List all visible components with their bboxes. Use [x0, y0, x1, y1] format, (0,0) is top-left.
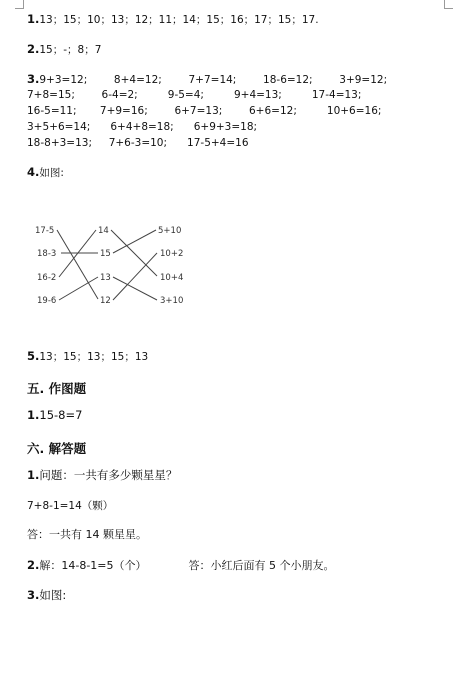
answer-3-line-5: 18-8+3=13; 7+6-3=10; 17-5+4=16	[27, 137, 249, 149]
section6-q1-question	[27, 468, 177, 482]
answer-5	[27, 349, 148, 364]
answer-3-line-4: 3+5+6=14; 6+4+8=18; 6+9+3=18;	[27, 121, 258, 133]
answer-text: 如图:	[39, 167, 64, 179]
left-expression: 19-6	[37, 296, 57, 306]
answer-number: 1.	[27, 408, 40, 422]
matching-lines	[57, 230, 157, 300]
section6-q3	[27, 588, 66, 602]
answer-3-line-2: 7+8=15; 6-4=2; 9-5=4; 9+4=13; 17-4=13;	[27, 89, 362, 101]
right-expression: 10+4	[160, 273, 184, 283]
match-line	[111, 230, 157, 276]
middle-number: 13	[100, 273, 111, 283]
answer-number: 1.	[27, 468, 40, 482]
section6-q1-calculation: 7+8-1=14（颗）	[27, 500, 114, 512]
left-expression: 16-2	[37, 273, 57, 283]
answer-number: 4.	[27, 165, 40, 179]
right-expression: 3+10	[160, 296, 184, 306]
section-heading: 五. 作图题	[27, 381, 87, 396]
answer-number: 5.	[27, 349, 40, 363]
answer-number: 3.	[27, 72, 40, 86]
answer-text: 13；15；13；15；13	[39, 351, 149, 363]
answer-text: 15-8=7	[39, 408, 83, 422]
middle-number: 12	[100, 296, 111, 306]
question-text: 问题：一共有多少颗星星？	[39, 468, 178, 482]
answer-number: 2.	[27, 558, 40, 572]
answer-text: 13；15；10；13；12；11；14；15；16；17；15；17.	[39, 14, 319, 26]
answer-text: 15；-；8；7	[39, 44, 102, 56]
left-expression: 17-5	[35, 226, 55, 236]
middle-number: 15	[100, 249, 111, 259]
answer-text: 答：小红后面有 5 个小朋友。	[188, 559, 335, 572]
answer-3-line-3: 16-5=11; 7+9=16; 6+7=13; 6+6=12; 10+6=16;	[27, 105, 382, 117]
answer-number: 3.	[27, 588, 40, 602]
left-expression: 18-3	[37, 249, 57, 259]
section5-answer-1	[27, 408, 82, 422]
answer-number: 1.	[27, 12, 40, 26]
answer-text: 9+3=12; 8+4=12; 7+7=14; 18-6=12; 3+9=12;	[39, 74, 388, 86]
answer-number: 2.	[27, 42, 40, 56]
match-line	[113, 230, 156, 253]
section6-q1-answer: 答：一共有 14 颗星星。	[27, 528, 147, 541]
answer-text: 如图:	[39, 588, 67, 602]
right-expression: 5+10	[158, 226, 182, 236]
match-line	[113, 277, 157, 300]
right-expression: 10+2	[160, 249, 184, 259]
match-line	[113, 253, 157, 300]
middle-number: 14	[98, 226, 109, 236]
section6-q2	[27, 558, 335, 573]
solution-text: 解：14-8-1=5（个）	[39, 559, 147, 572]
section-heading: 六. 解答题	[27, 441, 87, 456]
